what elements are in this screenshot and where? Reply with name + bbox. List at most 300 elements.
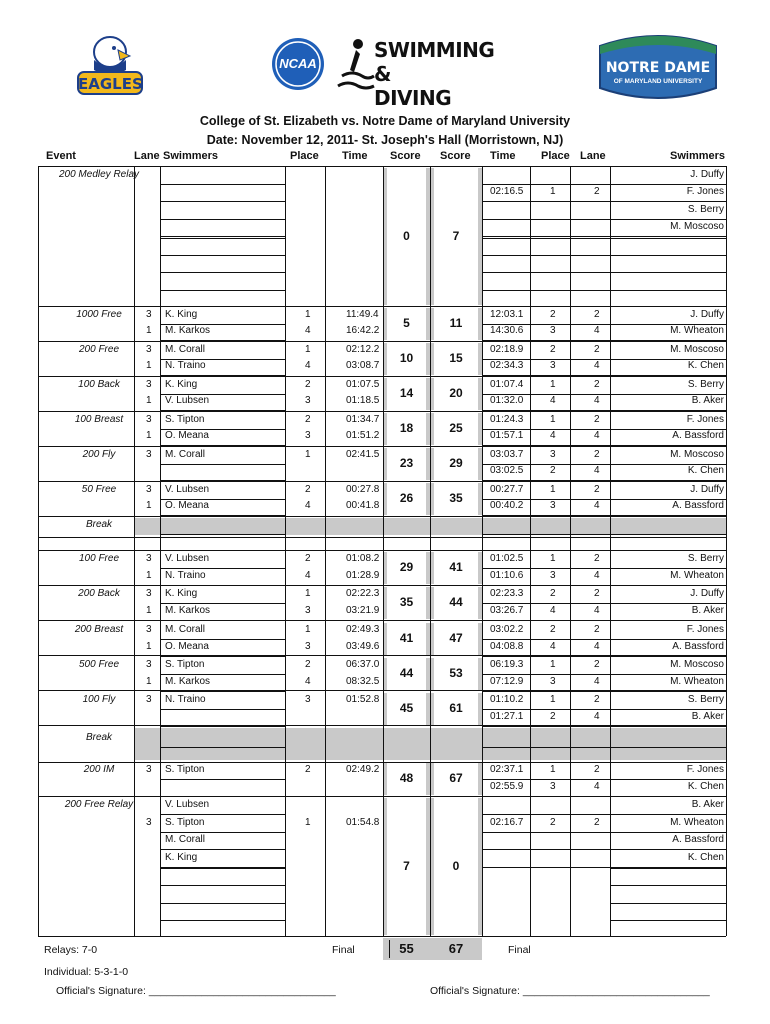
- row-rule-right: [482, 236, 726, 237]
- lane-right: 4: [594, 500, 600, 511]
- time-left: 03:49.6: [346, 641, 380, 652]
- score-right: 25: [449, 421, 463, 435]
- swimmer-left: S. Tipton: [165, 659, 205, 670]
- time-left: 01:51.2: [346, 430, 380, 441]
- swimmer-right: M. Moscoso: [670, 659, 724, 670]
- group-border: [38, 796, 726, 797]
- group-border: [38, 655, 726, 656]
- individual-record: Individual: 5-3-1-0: [44, 966, 129, 978]
- row-rule-left: [160, 272, 285, 273]
- lane-right: 4: [594, 325, 600, 336]
- swimmer-left: K. King: [165, 309, 198, 320]
- place-right: 3: [550, 781, 556, 792]
- row-rule-left: [160, 201, 285, 202]
- score-right: 0: [452, 858, 460, 873]
- event-name: 500 Free: [78, 659, 120, 670]
- place-left: 4: [305, 360, 311, 371]
- swimmer-left: N. Traino: [165, 570, 206, 581]
- place-left: 1: [305, 309, 311, 320]
- swimmer-right: S. Berry: [687, 553, 724, 564]
- score-right: 61: [449, 701, 463, 715]
- col-place-right: Place: [541, 150, 570, 162]
- lane-right: 2: [594, 764, 600, 775]
- row-rule-left: [160, 219, 285, 220]
- meet-title: College of St. Elizabeth vs. Notre Dame of Maryland University: [199, 114, 571, 128]
- score-right: 29: [449, 456, 463, 470]
- col-time-right: Time: [490, 150, 516, 162]
- column-rule: [134, 166, 135, 936]
- lane-left: 1: [146, 605, 152, 616]
- row-rule-left: [160, 779, 285, 780]
- time-right: 02:34.3: [490, 360, 524, 371]
- group-border: [38, 550, 726, 551]
- swimmer-left: S. Tipton: [165, 414, 205, 425]
- row-rule-right: [610, 868, 726, 869]
- relays-record: Relays: 7-0: [44, 944, 98, 956]
- row-rule-left: [160, 885, 285, 886]
- place-right: 3: [550, 500, 556, 511]
- swimmer-right: K. Chen: [687, 465, 724, 476]
- col-score-left: Score: [390, 150, 421, 162]
- score-right: 53: [449, 666, 463, 680]
- place-right: 2: [550, 465, 556, 476]
- meet-date-location: Date: November 12, 2011- St. Joseph's Hall (Morristown, NJ): [206, 133, 564, 147]
- score-left: 14: [399, 386, 414, 400]
- place-right: 3: [550, 360, 556, 371]
- time-right: 12:03.1: [490, 309, 524, 320]
- event-name: 200 Fly: [82, 449, 116, 460]
- lane-left: 1: [146, 500, 152, 511]
- group-border: [38, 690, 726, 691]
- lane-right: 2: [594, 588, 600, 599]
- lane-right: 2: [594, 449, 600, 460]
- row-rule-right: [482, 534, 726, 535]
- group-border: [38, 537, 726, 538]
- column-rule: [285, 166, 286, 936]
- place-right: 3: [550, 449, 556, 460]
- lane-right: 4: [594, 676, 600, 687]
- swimmer-right: K. Chen: [687, 360, 724, 371]
- lane-left: 3: [146, 817, 152, 828]
- swimmer-left: M. Corall: [165, 624, 206, 635]
- lane-left: 1: [146, 325, 152, 336]
- swimmer-left: M. Corall: [165, 834, 206, 845]
- lane-right: 2: [594, 484, 600, 495]
- score-right: 20: [449, 386, 463, 400]
- event-name: 100 Fly: [82, 694, 116, 705]
- swimmer-right: J. Duffy: [690, 484, 724, 495]
- lane-right: 2: [594, 624, 600, 635]
- time-left: 03:08.7: [346, 360, 380, 371]
- time-right: 01:02.5: [490, 553, 524, 564]
- swimmer-left: V. Lubsen: [165, 553, 210, 564]
- swimmer-left: M. Karkos: [165, 325, 211, 336]
- place-right: 2: [550, 344, 556, 355]
- col-lane: Lane: [134, 150, 160, 162]
- swimmer-left: M. Corall: [165, 449, 206, 460]
- column-rule: [482, 166, 483, 936]
- lane-right: 2: [594, 379, 600, 390]
- time-left: 02:49.2: [346, 764, 380, 775]
- score-left: 10: [399, 351, 414, 365]
- final-score-right: 67: [448, 941, 464, 956]
- swimmer-diver-icon: [336, 36, 376, 92]
- lane-left: 1: [146, 641, 152, 652]
- row-rule-right: [482, 272, 726, 273]
- swimmer-left: V. Lubsen: [165, 484, 210, 495]
- row-rule-right: [482, 238, 726, 239]
- notre-dame-text: NOTRE DAME: [605, 60, 711, 76]
- event-name: 100 Breast: [74, 414, 124, 425]
- row-rule-left: [160, 290, 285, 291]
- place-right: 4: [550, 605, 556, 616]
- col-lane-right: Lane: [580, 150, 606, 162]
- swimmer-right: J. Duffy: [690, 588, 724, 599]
- place-left: 2: [305, 414, 311, 425]
- row-rule-left: [160, 920, 285, 921]
- lane-right: 4: [594, 430, 600, 441]
- row-rule-right: [482, 656, 726, 657]
- lane-left: 1: [146, 430, 152, 441]
- group-border: [38, 166, 726, 167]
- swimmer-right: A. Bassford: [672, 500, 724, 511]
- time-left: 03:21.9: [346, 605, 380, 616]
- row-rule-right: [482, 832, 726, 833]
- eagles-logo-text: EAGLES: [78, 75, 143, 93]
- row-rule-right: [482, 219, 726, 220]
- time-left: 01:18.5: [346, 395, 380, 406]
- row-rule-right: [482, 184, 726, 185]
- place-left: 3: [305, 430, 311, 441]
- row-rule-left: [160, 236, 285, 237]
- swimmer-right: A. Bassford: [672, 834, 724, 845]
- event-name: 200 Back: [78, 588, 120, 599]
- lane-right: 4: [594, 711, 600, 722]
- lane-left: 3: [146, 624, 152, 635]
- place-right: 1: [550, 414, 556, 425]
- place-right: 2: [550, 624, 556, 635]
- place-right: 1: [550, 764, 556, 775]
- lane-right: 4: [594, 570, 600, 581]
- swimmer-right: J. Duffy: [690, 169, 724, 180]
- place-left: 2: [305, 484, 311, 495]
- row-rule-right: [482, 726, 726, 727]
- time-right: 02:16.7: [490, 817, 524, 828]
- lane-right: 2: [594, 659, 600, 670]
- place-right: 4: [550, 395, 556, 406]
- swimmer-right: F. Jones: [686, 186, 724, 197]
- time-left: 02:22.3: [346, 588, 380, 599]
- lane-left: 3: [146, 659, 152, 670]
- swimmer-left: N. Traino: [165, 694, 206, 705]
- table-right-border: [726, 166, 727, 936]
- swimmer-left: M. Karkos: [165, 605, 211, 616]
- row-rule-left: [160, 464, 285, 465]
- score-left: 7: [403, 858, 410, 873]
- swimmer-right: A. Bassford: [672, 641, 724, 652]
- group-border: [38, 516, 726, 517]
- time-right: 00:40.2: [490, 500, 524, 511]
- score-right: 67: [449, 771, 463, 785]
- swimmer-right: B. Aker: [691, 395, 724, 406]
- swimmer-left: V. Lubsen: [165, 799, 210, 810]
- group-border: [38, 481, 726, 482]
- place-right: 4: [550, 641, 556, 652]
- row-rule-left: [160, 691, 285, 692]
- event-name: 200 IM: [83, 764, 115, 775]
- score-right: 7: [452, 228, 460, 243]
- place-left: 2: [305, 379, 311, 390]
- place-right: 2: [550, 817, 556, 828]
- time-left: 01:54.8: [346, 817, 380, 828]
- place-left: 1: [305, 449, 311, 460]
- ncaa-swimming-logo: [270, 36, 495, 110]
- row-rule-right: [482, 201, 726, 202]
- place-right: 3: [550, 570, 556, 581]
- lane-right: 4: [594, 360, 600, 371]
- ncaa-text: NCAA: [279, 56, 317, 71]
- place-left: 3: [305, 694, 311, 705]
- final-label-left: Final: [332, 944, 355, 956]
- time-right: 02:18.9: [490, 344, 524, 355]
- time-left: 01:28.9: [346, 570, 380, 581]
- place-right: 4: [550, 430, 556, 441]
- lane-left: 3: [146, 414, 152, 425]
- row-rule-left: [160, 534, 285, 535]
- swimmer-right: B. Aker: [691, 799, 724, 810]
- swimmer-right: M. Moscoso: [670, 449, 724, 460]
- lane-left: 3: [146, 449, 152, 460]
- column-rule: [530, 166, 531, 936]
- place-right: 2: [550, 309, 556, 320]
- score-left: 5: [403, 316, 410, 330]
- group-border: [38, 446, 726, 447]
- swimmer-right: B. Aker: [691, 605, 724, 616]
- lane-right: 2: [594, 694, 600, 705]
- lane-right: 4: [594, 465, 600, 476]
- swimmer-right: A. Bassford: [672, 430, 724, 441]
- place-left: 2: [305, 659, 311, 670]
- score-left: 0: [403, 228, 410, 243]
- swimmer-left: V. Lubsen: [165, 395, 210, 406]
- column-rule: [430, 166, 431, 936]
- place-right: 2: [550, 588, 556, 599]
- swimmer-right: M. Moscoso: [670, 344, 724, 355]
- row-rule-right: [482, 691, 726, 692]
- swimmer-right: K. Chen: [687, 781, 724, 792]
- row-rule-right: [482, 747, 726, 748]
- column-rule: [570, 166, 571, 936]
- swimmer-right: F. Jones: [686, 764, 724, 775]
- swimmer-right: M. Wheaton: [670, 817, 724, 828]
- row-rule-left: [160, 255, 285, 256]
- score-left: 45: [399, 701, 414, 715]
- diving-text: & DIVING: [374, 62, 452, 110]
- score-right: 47: [449, 631, 463, 645]
- swimmer-left: K. King: [165, 852, 198, 863]
- event-name: 200 Free: [78, 344, 120, 355]
- column-rule: [325, 166, 326, 936]
- row-rule-right: [482, 639, 726, 640]
- row-rule-right: [482, 603, 726, 604]
- score-right: 41: [449, 560, 463, 574]
- time-right: 03:02.2: [490, 624, 524, 635]
- column-rule: [383, 166, 384, 936]
- lane-left: 3: [146, 344, 152, 355]
- row-rule-left: [160, 674, 285, 675]
- lane-left: 3: [146, 764, 152, 775]
- row-rule-left: [160, 849, 285, 850]
- score-right: 15: [449, 351, 463, 365]
- place-left: 2: [305, 764, 311, 775]
- swimmer-left: O. Meana: [165, 641, 209, 652]
- row-rule-left: [160, 639, 285, 640]
- swimmer-right: J. Duffy: [690, 309, 724, 320]
- table-left-border: [38, 166, 39, 936]
- row-rule-left: [160, 656, 285, 657]
- time-left: 01:52.8: [346, 694, 380, 705]
- place-left: 4: [305, 676, 311, 687]
- swimmer-left: K. King: [165, 379, 198, 390]
- place-left: 2: [305, 553, 311, 564]
- score-right: 35: [449, 491, 463, 505]
- col-swimmers: Swimmers: [163, 150, 219, 162]
- event-name: 1000 Free: [76, 309, 122, 320]
- time-right: 02:23.3: [490, 588, 524, 599]
- place-left: 3: [305, 641, 311, 652]
- lane-left: 1: [146, 570, 152, 581]
- time-left: 01:07.5: [346, 379, 380, 390]
- time-right: 02:37.1: [490, 764, 524, 775]
- lane-left: 3: [146, 379, 152, 390]
- place-left: 1: [305, 624, 311, 635]
- group-border: [38, 762, 726, 763]
- row-rule-right: [610, 920, 726, 921]
- score-left: 41: [399, 631, 414, 645]
- row-rule-left: [160, 832, 285, 833]
- lane-left: 3: [146, 694, 152, 705]
- row-rule-right: [610, 903, 726, 904]
- time-right: 01:32.0: [490, 395, 524, 406]
- lane-left: 1: [146, 360, 152, 371]
- lane-right: 4: [594, 781, 600, 792]
- lane-left: 3: [146, 484, 152, 495]
- swimmer-left: N. Traino: [165, 360, 206, 371]
- col-event: Event: [46, 150, 76, 162]
- lane-right: 4: [594, 605, 600, 616]
- event-name: 100 Free: [78, 553, 120, 564]
- row-rule-right: [482, 849, 726, 850]
- event-name: 100 Back: [78, 379, 120, 390]
- swimmer-right: K. Chen: [687, 852, 724, 863]
- time-left: 02:41.5: [346, 449, 380, 460]
- swimmer-right: M. Moscoso: [670, 221, 724, 232]
- row-rule-right: [610, 885, 726, 886]
- event-name: 200 Medley Relay: [58, 169, 140, 180]
- time-left: 00:27.8: [346, 484, 380, 495]
- time-right: 01:57.1: [490, 430, 524, 441]
- time-left: 01:34.7: [346, 414, 380, 425]
- group-border: [38, 620, 726, 621]
- column-rule: [160, 166, 161, 936]
- place-right: 1: [550, 484, 556, 495]
- time-right: 14:30.6: [490, 325, 524, 336]
- place-right: 2: [550, 711, 556, 722]
- official-signature-left: Official's Signature: ________________________________: [56, 985, 336, 997]
- time-right: 02:55.9: [490, 781, 524, 792]
- swimmer-left: O. Meana: [165, 500, 209, 511]
- time-right: 01:10.6: [490, 570, 524, 581]
- swimmer-right: M. Wheaton: [670, 676, 724, 687]
- swimmer-right: M. Wheaton: [670, 325, 724, 336]
- col-place: Place: [290, 150, 319, 162]
- place-right: 1: [550, 379, 556, 390]
- lane-left: 3: [146, 553, 152, 564]
- time-right: 07:12.9: [490, 676, 524, 687]
- place-left: 3: [305, 395, 311, 406]
- time-left: 00:41.8: [346, 500, 380, 511]
- place-left: 1: [305, 817, 311, 828]
- swimmer-right: S. Berry: [687, 379, 724, 390]
- place-left: 4: [305, 500, 311, 511]
- time-left: 01:08.2: [346, 553, 380, 564]
- time-right: 03:03.7: [490, 449, 524, 460]
- place-left: 1: [305, 588, 311, 599]
- place-left: 3: [305, 605, 311, 616]
- lane-right: 4: [594, 395, 600, 406]
- swimmer-left: M. Corall: [165, 344, 206, 355]
- group-border: [38, 411, 726, 412]
- lane-right: 2: [594, 553, 600, 564]
- swimmer-right: F. Jones: [686, 624, 724, 635]
- group-border: [38, 341, 726, 342]
- row-rule-left: [160, 603, 285, 604]
- place-right: 1: [550, 694, 556, 705]
- lane-right: 2: [594, 817, 600, 828]
- eagles-logo: [70, 30, 148, 100]
- group-border: [38, 936, 726, 937]
- swimmer-left: K. King: [165, 588, 198, 599]
- group-border: [38, 376, 726, 377]
- swimmer-right: B. Aker: [691, 711, 724, 722]
- swimming-text: SWIMMING: [374, 38, 495, 62]
- event-name: 200 Free Relay: [64, 799, 134, 810]
- column-rule: [610, 166, 611, 936]
- event-name: 200 Breast: [74, 624, 124, 635]
- score-left: 35: [399, 595, 414, 609]
- notre-dame-logo: [596, 28, 720, 102]
- score-left: 23: [399, 456, 414, 470]
- place-right: 3: [550, 676, 556, 687]
- row-rule-left: [160, 868, 285, 869]
- swimmer-left: S. Tipton: [165, 764, 205, 775]
- row-rule-right: [482, 709, 726, 710]
- time-right: 01:24.3: [490, 414, 524, 425]
- time-left: 02:49.3: [346, 624, 380, 635]
- score-left: 48: [399, 771, 414, 785]
- group-border: [38, 306, 726, 307]
- lane-right: 2: [594, 186, 600, 197]
- row-rule-right: [482, 568, 726, 569]
- swimmer-left: O. Meana: [165, 430, 209, 441]
- group-border: [38, 585, 726, 586]
- time-left: 08:32.5: [346, 676, 380, 687]
- time-right: 01:27.1: [490, 711, 524, 722]
- place-right: 1: [550, 553, 556, 564]
- swimmer-left: M. Karkos: [165, 676, 211, 687]
- time-left: 02:12.2: [346, 344, 380, 355]
- time-left: 11:49.4: [346, 309, 379, 320]
